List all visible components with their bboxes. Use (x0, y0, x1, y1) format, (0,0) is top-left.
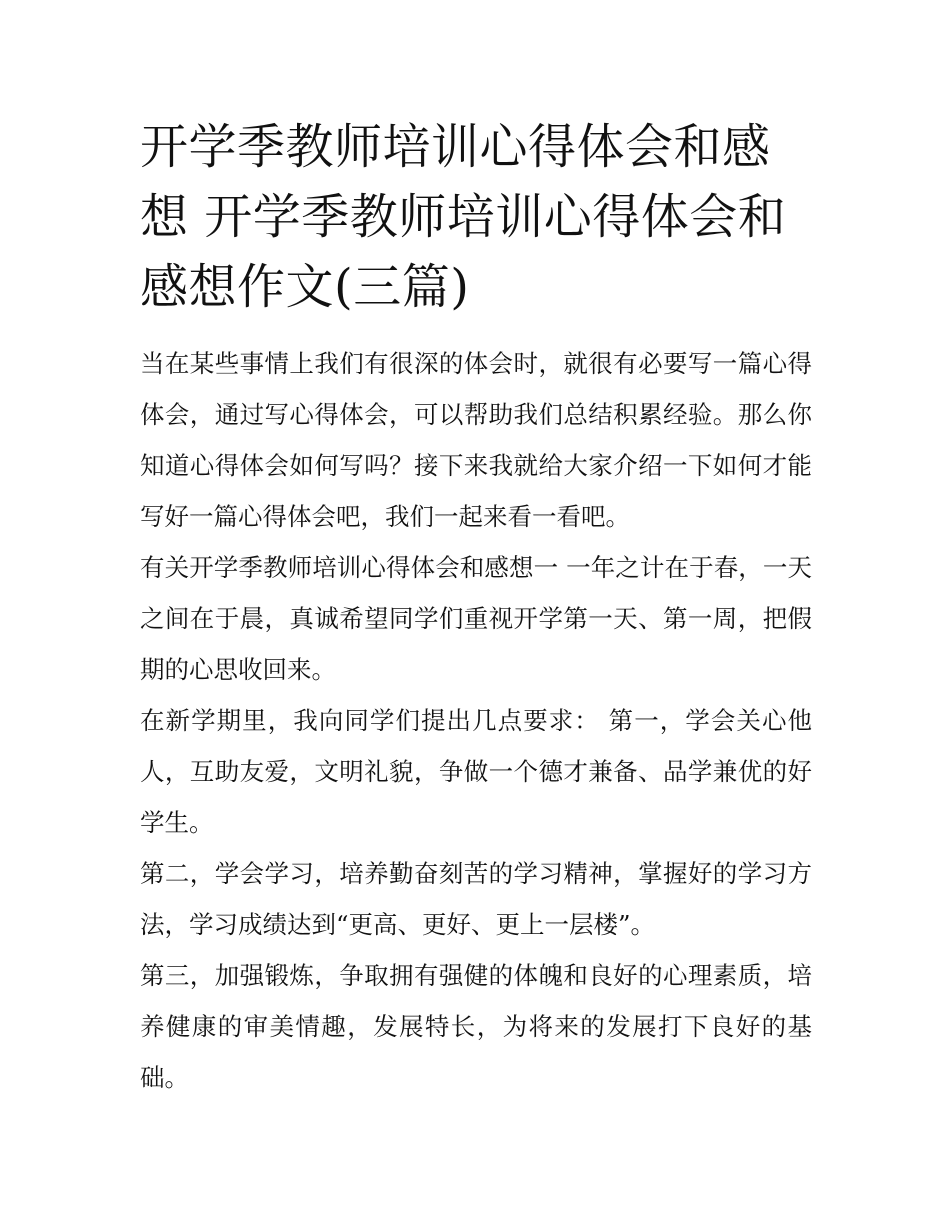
paragraph-requirement-second: 第二，学会学习，培养勤奋刻苦的学习精神，掌握好的学习方法，学习成绩达到“更高、更好、更上一层楼”。 (140, 859, 812, 939)
paragraph-opening: 有关开学季教师培训心得体会和感想一 一年之计在于春，一天之间在于晨，真诚希望同学们重视开学第一天、第一周，把假期的心思收回来。 (140, 553, 812, 684)
document-body (140, 338, 812, 1103)
document-title: 开学季教师培训心得体会和感想 开学季教师培训心得体会和感想作文(三篇) (140, 119, 787, 315)
paragraph-requirement-first: 在新学期里，我向同学们提出几点要求： 第一，学会关心他人，互助友爱，文明礼貌，争做一个德才兼备、品学兼优的好学生。 (140, 706, 812, 837)
paragraph-requirement-third: 第三，加强锻炼，争取拥有强健的体魄和良好的心理素质，培养健康的审美情趣，发展特长，为将来的发展打下良好的基础。 (140, 961, 812, 1092)
document-content (140, 112, 812, 1103)
intro-paragraph: 当在某些事情上我们有很深的体会时，就很有必要写一篇心得体会，通过写心得体会，可以帮助我们总结积累经验。那么你知道心得体会如何写吗？接下来我就给大家介绍一下如何才能写好一篇心得体会吧，我们一起来看一看吧。 (140, 349, 812, 531)
